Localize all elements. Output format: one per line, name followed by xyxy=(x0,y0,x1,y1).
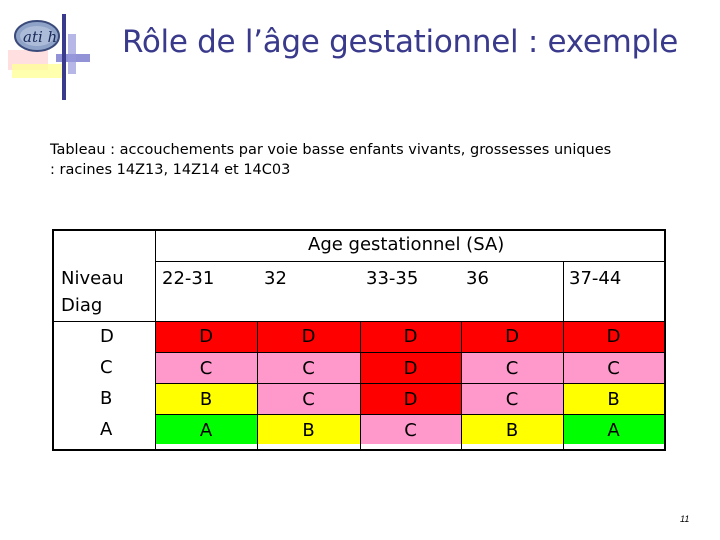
table-cell xyxy=(563,352,664,383)
table-cell-value: D xyxy=(606,326,621,347)
table-cell-value: D xyxy=(301,326,316,347)
row-label: D xyxy=(100,326,114,347)
table-cell-value: C xyxy=(505,358,519,379)
group-header: Age gestationnel (SA) xyxy=(308,234,505,255)
table-cell xyxy=(461,383,563,414)
column-header-36: 36 xyxy=(466,268,489,289)
table-cell xyxy=(257,414,360,444)
table-cell-value: D xyxy=(403,358,418,379)
atih-logo xyxy=(8,14,100,102)
table-cell xyxy=(563,414,664,444)
table-cell xyxy=(257,352,360,383)
table-cell-value: B xyxy=(607,389,620,410)
column-header-32: 32 xyxy=(264,268,287,289)
row-header-line-1: Niveau xyxy=(61,268,124,289)
table-cell xyxy=(155,414,257,444)
table-cell xyxy=(155,383,257,414)
table-cell-value: D xyxy=(403,326,418,347)
table-cell xyxy=(461,321,563,352)
table-cell xyxy=(563,321,664,352)
table-cell xyxy=(360,321,461,352)
table-cell-value: C xyxy=(199,358,213,379)
table-cell xyxy=(461,352,563,383)
row-label: A xyxy=(100,419,113,440)
table-cell-value: C xyxy=(505,389,519,410)
caption-line-2: : racines 14Z13, 14Z14 et 14C03 xyxy=(50,162,291,178)
table-cell xyxy=(155,321,257,352)
table-cell-value: C xyxy=(607,358,620,379)
table-cell-value: C xyxy=(302,358,315,379)
table-cell xyxy=(257,383,360,414)
logo-text: ati h xyxy=(23,28,58,46)
row-label: B xyxy=(100,388,113,409)
table-cell-value: A xyxy=(607,420,620,441)
table-cell-value: B xyxy=(505,420,519,441)
table-cell xyxy=(461,414,563,444)
table-cell xyxy=(360,414,461,444)
slide-title: Rôle de l’âge gestationnel : exemple xyxy=(122,24,678,60)
column-header-22-31: 22-31 xyxy=(162,268,215,289)
table-cell xyxy=(360,352,461,383)
table-cell-value: C xyxy=(302,389,315,410)
table-cell-value: A xyxy=(199,420,213,441)
table-cell-value: B xyxy=(302,420,315,441)
row-header-line-2: Diag xyxy=(61,295,103,316)
row-label: C xyxy=(100,357,113,378)
column-header-33-35: 33-35 xyxy=(366,268,419,289)
caption-line-1: Tableau : accouchements par voie basse enfants vivants, grossesses uniques xyxy=(50,142,612,158)
table-cell-value: D xyxy=(505,326,519,347)
table-cell-value: C xyxy=(404,420,417,441)
table-cell xyxy=(563,383,664,414)
table-cell xyxy=(155,352,257,383)
table-cell-value: D xyxy=(199,326,213,347)
gestational-age-table xyxy=(52,229,666,451)
table-cell xyxy=(257,321,360,352)
table-cell xyxy=(360,383,461,414)
page-number: 11 xyxy=(680,514,690,524)
column-header-37-44: 37-44 xyxy=(569,268,622,289)
table-cell-value: B xyxy=(199,389,213,410)
table-cell-value: D xyxy=(403,389,418,410)
table-caption xyxy=(50,140,690,180)
